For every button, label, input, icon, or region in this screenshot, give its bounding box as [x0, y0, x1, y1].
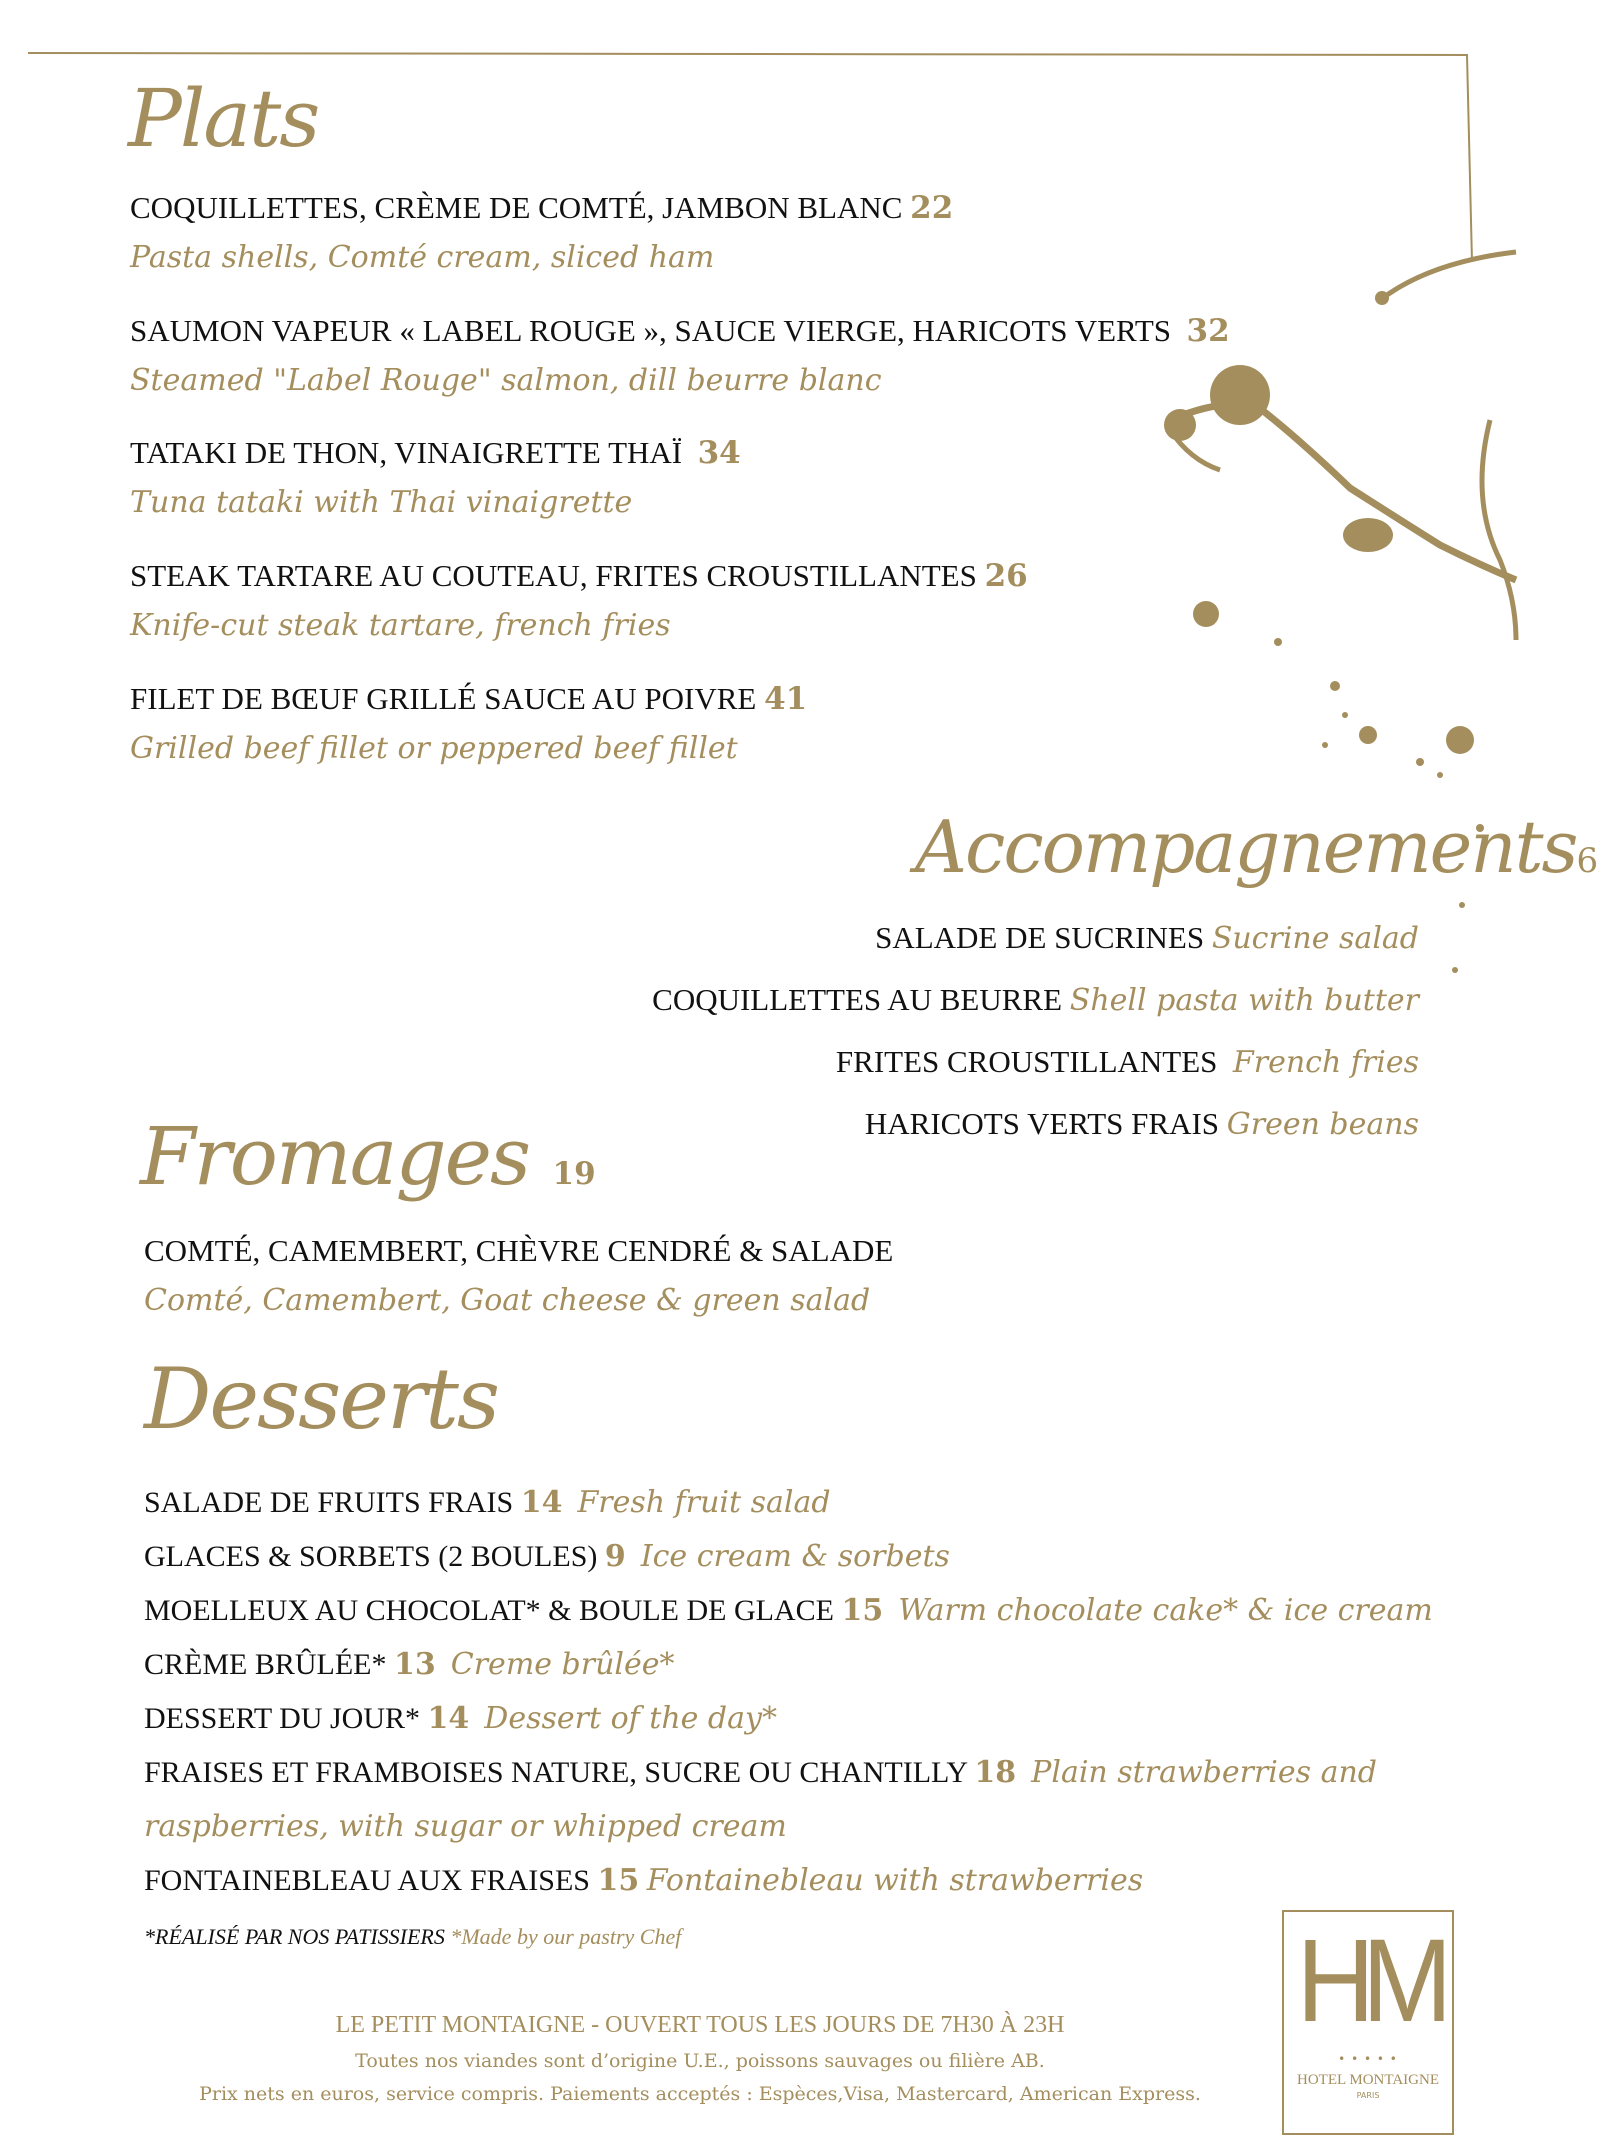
plat-item — [130, 558, 1028, 643]
dessert-name-en-continued: raspberries, with sugar or whipped cream — [144, 1809, 787, 1844]
dessert-price: 9 — [604, 1539, 626, 1574]
side-item — [875, 920, 1419, 956]
dessert-item — [144, 1701, 777, 1736]
dessert-name-fr: CRÈME BRÛLÉE* — [144, 1648, 387, 1681]
side-name-fr: FRITES CROUSTILLANTES — [835, 1044, 1218, 1079]
dessert-item — [144, 1863, 1143, 1898]
side-name-en: French fries — [1232, 1045, 1419, 1080]
dessert-name-en: Plain strawberries and — [1031, 1755, 1377, 1790]
dish-name-en: Knife-cut steak tartare, french fries — [130, 608, 671, 643]
dessert-price: 13 — [394, 1647, 436, 1682]
pastry-note — [144, 1924, 681, 1950]
dessert-name-fr: GLACES & SORBETS (2 BOULES) — [144, 1540, 598, 1573]
plat-item — [130, 435, 741, 520]
dish-name-fr: STEAK TARTARE AU COUTEAU, FRITES CROUSTILLANTES — [130, 558, 977, 593]
dessert-item — [144, 1593, 1433, 1628]
dessert-name-en: Creme brûlée* — [450, 1647, 675, 1682]
dessert-name-fr: DESSERT DU JOUR* — [144, 1702, 421, 1735]
section-title-accompagnements — [915, 805, 1598, 889]
side-name-fr: COQUILLETTES AU BEURRE — [652, 982, 1063, 1017]
dish-name-en: Pasta shells, Comté cream, sliced ham — [130, 240, 715, 275]
cheese-name-en: Comté, Camembert, Goat cheese & green salad — [144, 1283, 871, 1318]
dish-name-en: Tuna tataki with Thai vinaigrette — [130, 485, 633, 520]
dessert-name-fr: SALADE DE FRUITS FRAIS — [144, 1486, 514, 1519]
dessert-item — [144, 1485, 831, 1520]
dessert-name-en: Fontainebleau with strawberries — [646, 1863, 1144, 1898]
dish-price: 34 — [697, 435, 741, 471]
dish-price: 41 — [764, 681, 808, 717]
section-title-desserts: Desserts — [144, 1350, 499, 1448]
dish-name-en: Steamed "Label Rouge" salmon, dill beurre blanc — [130, 363, 882, 398]
side-item — [865, 1106, 1419, 1142]
dish-price: 26 — [984, 558, 1028, 594]
dessert-price: 15 — [597, 1863, 640, 1898]
dessert-name-fr: MOELLEUX AU CHOCOLAT* & BOULE DE GLACE — [144, 1594, 834, 1627]
dish-name-fr: FILET DE BŒUF GRILLÉ SAUCE AU POIVRE — [130, 681, 757, 716]
dessert-item — [144, 1755, 1377, 1790]
dessert-name-fr: FRAISES ET FRAMBOISES NATURE, SUCRE OU CHANTILLY — [144, 1756, 967, 1789]
dish-name-fr: COQUILLETTES, CRÈME DE COMTÉ, JAMBON BLANC — [130, 190, 903, 225]
cheese-name-fr: COMTÉ, CAMEMBERT, CHÈVRE CENDRÉ & SALADE — [144, 1233, 894, 1268]
dessert-item — [144, 1539, 950, 1574]
footer-hours: LE PETIT MONTAIGNE - OUVERT TOUS LES JOURS DE 7H30 À 23H — [335, 2012, 1065, 2038]
pastry-note-fr: *RÉALISÉ PAR NOS PATISSIERS — [144, 1924, 445, 1949]
fromages-price: 19 — [552, 1156, 596, 1192]
fromages-title: Fromages — [140, 1110, 530, 1203]
dish-name-fr: SAUMON VAPEUR « LABEL ROUGE », SAUCE VIERGE, HARICOTS VERTS — [130, 313, 1172, 348]
dessert-price: 14 — [427, 1701, 470, 1736]
dessert-name-en: Ice cream & sorbets — [640, 1539, 950, 1574]
section-title-fromages — [140, 1110, 596, 1203]
side-name-en: Shell pasta with butter — [1069, 983, 1419, 1018]
dish-price: 22 — [910, 190, 954, 226]
accompagnements-title: Accompagnements — [915, 805, 1577, 889]
hotel-logo — [1282, 1910, 1454, 2135]
dish-name-en: Grilled beef fillet or peppered beef fillet — [130, 731, 738, 766]
cheese-item — [144, 1233, 893, 1318]
dessert-item — [144, 1647, 675, 1682]
footer-payment: Prix nets en euros, service compris. Paiements acceptés : Espèces,Visa, Mastercard, American Express. — [199, 2083, 1201, 2105]
side-name-en: Sucrine salad — [1211, 921, 1419, 956]
side-item — [652, 982, 1419, 1018]
dessert-name-fr: FONTAINEBLEAU AUX FRAISES — [144, 1864, 590, 1897]
dessert-price: 18 — [974, 1755, 1017, 1790]
logo-letters: HM — [1296, 1915, 1440, 2047]
dessert-price: 14 — [520, 1485, 563, 1520]
dessert-item-continued — [144, 1809, 787, 1844]
dish-name-fr: TATAKI DE THON, VINAIGRETTE THAÏ — [130, 435, 683, 470]
dish-price: 32 — [1186, 313, 1230, 349]
logo-stars: • • • • • — [1338, 2052, 1398, 2066]
side-name-en: Green beans — [1226, 1107, 1419, 1142]
plat-item — [130, 313, 1230, 398]
logo-city: PARIS — [1356, 2091, 1380, 2100]
plat-item — [130, 190, 953, 275]
dessert-name-en: Warm chocolate cake* & ice cream — [898, 1593, 1433, 1628]
footer-origin: Toutes nos viandes sont d’origine U.E., poissons sauvages ou filière AB. — [355, 2050, 1045, 2072]
side-item — [836, 1044, 1419, 1080]
section-title-plats: Plats — [128, 72, 319, 165]
dessert-name-en: Fresh fruit salad — [577, 1485, 831, 1520]
plat-item — [130, 681, 807, 766]
dessert-name-en: Dessert of the day* — [484, 1701, 777, 1736]
pastry-note-en: *Made by our pastry Chef — [450, 1924, 682, 1949]
accompagnements-price: 6 — [1576, 841, 1598, 881]
logo-name: HOTEL MONTAIGNE — [1297, 2072, 1439, 2088]
side-name-fr: HARICOTS VERTS FRAIS — [864, 1106, 1220, 1141]
dessert-price: 15 — [841, 1593, 884, 1628]
side-name-fr: SALADE DE SUCRINES — [875, 920, 1205, 955]
